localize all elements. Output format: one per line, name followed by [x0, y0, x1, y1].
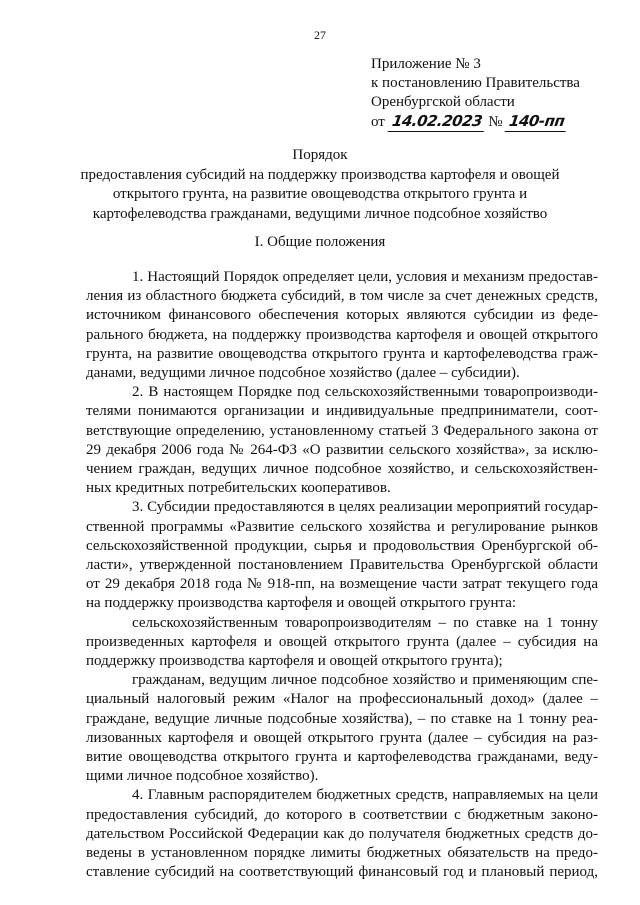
- paragraph: [86, 383, 598, 498]
- paragraph-line: ственной программы «Развитие сельского хозяйства и регулирование рынков: [86, 518, 598, 535]
- paragraph: [86, 498, 598, 613]
- appendix-line-1: Приложение № 3: [371, 56, 481, 72]
- paragraph-line: лизованных картофеля и овощей открытого грунта (далее – субсидия на раз-: [86, 729, 598, 746]
- document-body: [86, 268, 598, 883]
- title-line: картофелеводства гражданами, ведущими личное подсобное хозяйство: [92, 205, 548, 222]
- paragraph-line: 1. Настоящий Порядок определяет цели, условия и механизм предостав-: [132, 269, 598, 285]
- paragraph-line: от 29 декабря 2018 года № 918-пп, на возмещение части затрат текущего года: [86, 576, 598, 593]
- paragraph-line: предоставления субсидий, до которого в соответствии с бюджетным законо-: [86, 806, 598, 823]
- paragraph: [86, 614, 598, 672]
- paragraph-line: сельскохозяйственным товаропроизводителям – по ставке на 1 тонну: [132, 614, 598, 631]
- paragraph-line: чением граждан, ведущих личное подсобное хозяйство, и сельскохозяйствен-: [86, 461, 598, 478]
- paragraph-line: поддержку производства картофеля и овощей открытого грунта);: [86, 653, 503, 670]
- paragraph: [86, 671, 598, 786]
- appendix-line-3: Оренбургской области: [371, 94, 515, 110]
- paragraph-line: источником финансового обеспечения которых являются субсидии из феде-: [86, 307, 598, 324]
- handwritten-number: 140-пп: [505, 112, 569, 132]
- paragraph-line: телями понимаются организации и индивидуальные предприниматели, соот-: [86, 403, 598, 420]
- ot-label: от: [371, 114, 385, 130]
- paragraph-line: данами, ведущими личное подсобное хозяйство (далее – субсидии).: [86, 365, 520, 382]
- paragraph-line: ных кредитных потребительских кооперативов.: [86, 480, 391, 497]
- paragraph-line: гражданам, ведущим личное подсобное хозяйство и применяющим спе-: [132, 672, 598, 689]
- paragraph-line: ветствующие определению, установленному статьей 3 Федерального закона от: [86, 422, 598, 439]
- paragraph-line: щими личное подсобное хозяйство).: [86, 768, 319, 785]
- appendix-line-2: к постановлению Правительства: [371, 75, 580, 91]
- paragraph-line: произведенных картофеля и овощей открытого грунта (далее – субсидия на: [86, 633, 598, 650]
- paragraph-line: ления из областного бюджета субсидий, в том числе за счет денежных средств,: [86, 288, 598, 305]
- paragraph-line: ставление субсидий на соответствующий финансовый год и плановый период,: [86, 864, 598, 881]
- page-number: 27: [314, 28, 326, 42]
- paragraph-line: сельскохозяйственной продукции, сырья и продовольствия Оренбургской об-: [86, 537, 598, 554]
- appendix-block: [371, 55, 580, 132]
- paragraph-line: дательством Российской Федерации как до получателя бюджетных средств до-: [86, 825, 598, 842]
- section-heading: I. Общие положения: [254, 234, 386, 250]
- number-sign: №: [488, 114, 503, 130]
- handwritten-date: 14.02.2023: [387, 112, 486, 132]
- paragraph-line: 2. В настоящем Порядке под сельскохозяйственными товаропроизводи-: [132, 384, 598, 401]
- title-line: открытого грунта, на развитие овощеводства открытого грунта и: [112, 186, 528, 202]
- paragraph-line: ласти», утвержденной постановлением Правительства Оренбургской области: [86, 557, 598, 574]
- paragraph-line: 29 декабря 2006 года № 264-ФЗ «О развитии сельского хозяйства», за исклю-: [86, 441, 598, 458]
- paragraph-line: витие овощеводства открытого грунта и картофелеводства гражданами, веду-: [86, 749, 598, 766]
- paragraph: [86, 786, 598, 882]
- paragraph: [86, 268, 598, 383]
- title-heading: Порядок: [292, 147, 348, 163]
- paragraph-line: циальный налоговый режим «Налог на профессиональный доход» (далее –: [86, 691, 598, 708]
- appendix-date-line: [371, 112, 580, 132]
- paragraph-line: 3. Субсидии предоставляются в целях реализации мероприятий государ-: [132, 499, 598, 516]
- paragraph-line: граждане, ведущие личные подсобные хозяйства), – по ставке на 1 тонну реа-: [86, 710, 598, 727]
- title-line: предоставления субсидий на поддержку производства картофеля и овощей: [80, 166, 560, 183]
- paragraph-line: на поддержку производства картофеля и овощей открытого грунта:: [86, 595, 517, 612]
- paragraph-line: ведены в установленном порядке лимиты бюджетных обязательств на предо-: [86, 845, 598, 862]
- paragraph-line: рального бюджета, на поддержку производства картофеля и овощей открытого: [86, 326, 598, 343]
- paragraph-line: грунта, на развитие овощеводства открытого грунта и картофелеводства граж-: [86, 345, 598, 362]
- paragraph-line: 4. Главным распорядителем бюджетных средств, направляемых на цели: [132, 787, 598, 804]
- document-title: [0, 146, 640, 224]
